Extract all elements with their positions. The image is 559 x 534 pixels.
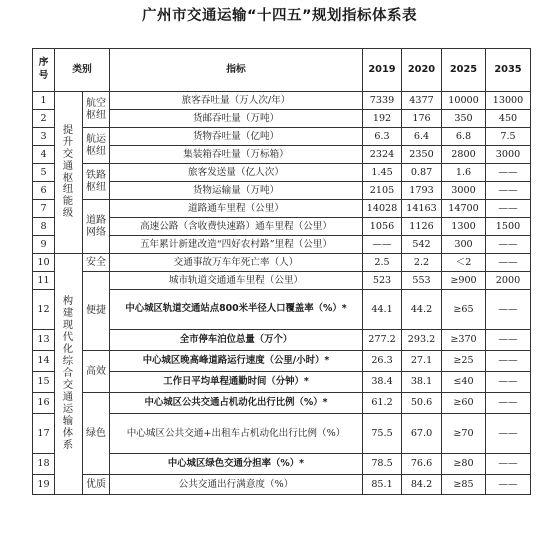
indicator-cell: 中心城区晚高峰道路运行速度（公里/小时）* [110, 351, 363, 372]
value-2035: 7.5 [486, 128, 531, 146]
indicator-cell: 中心城区公共交通占机动化出行比例（%）* [110, 393, 363, 414]
value-2019: 26.3 [363, 351, 402, 372]
value-2019: 1.45 [363, 164, 402, 182]
table-row [33, 128, 531, 146]
indicator-cell: 中心城区轨道交通站点800米半径人口覆盖率（%）* [110, 290, 363, 330]
value-2035: —— [486, 372, 531, 393]
value-2025: 14700 [442, 200, 486, 218]
value-2020: 542 [402, 236, 442, 254]
value-2019: 85.1 [363, 475, 402, 495]
value-2020: 84.2 [402, 475, 442, 495]
header-category: 类别 [55, 49, 110, 92]
header-2035: 2035 [486, 49, 531, 92]
row-no: 11 [33, 272, 55, 290]
value-2020: 50.6 [402, 393, 442, 414]
value-2020: 2.2 [402, 254, 442, 272]
value-2020: 14163 [402, 200, 442, 218]
indicator-cell: 全市停车泊位总量（万个） [110, 330, 363, 351]
row-no: 17 [33, 414, 55, 454]
value-2019: 277.2 [363, 330, 402, 351]
subcategory-safety: 安全 [83, 254, 110, 272]
value-2035: —— [486, 330, 531, 351]
table-row [33, 200, 531, 218]
value-2025: 3000 [442, 182, 486, 200]
value-2025: ≥900 [442, 272, 486, 290]
value-2035: 1500 [486, 218, 531, 236]
value-2025: ≥370 [442, 330, 486, 351]
value-2035: 450 [486, 110, 531, 128]
value-2035: —— [486, 454, 531, 475]
row-no: 1 [33, 92, 55, 110]
value-2025: ≤40 [442, 372, 486, 393]
category-hub-capacity: 提升交通枢纽能级 [55, 92, 83, 254]
row-no: 12 [33, 290, 55, 330]
value-2019: 38.4 [363, 372, 402, 393]
indicator-cell: 货邮吞吐量（万吨） [110, 110, 363, 128]
header-2019: 2019 [363, 49, 402, 92]
value-2019: 523 [363, 272, 402, 290]
indicator-table [32, 48, 531, 495]
value-2035: —— [486, 414, 531, 454]
value-2020: 38.1 [402, 372, 442, 393]
table-row [33, 164, 531, 182]
subcategory-road: 道路网络 [83, 200, 110, 254]
value-2025: ≥80 [442, 454, 486, 475]
indicator-cell: 交通事故万车年死亡率（人） [110, 254, 363, 272]
value-2020: 6.4 [402, 128, 442, 146]
value-2035: —— [486, 475, 531, 495]
row-no: 15 [33, 372, 55, 393]
header-row [33, 49, 531, 92]
value-2019: 61.2 [363, 393, 402, 414]
row-no: 6 [33, 182, 55, 200]
value-2025: 1300 [442, 218, 486, 236]
value-2019: 2324 [363, 146, 402, 164]
row-no: 4 [33, 146, 55, 164]
value-2019: 75.5 [363, 414, 402, 454]
indicator-cell: 中心城区绿色交通分担率（%）* [110, 454, 363, 475]
value-2020: 27.1 [402, 351, 442, 372]
value-2025: 10000 [442, 92, 486, 110]
row-no: 3 [33, 128, 55, 146]
value-2020: 44.2 [402, 290, 442, 330]
value-2025: ≥65 [442, 290, 486, 330]
header-no: 序号 [33, 49, 55, 92]
value-2025: 1.6 [442, 164, 486, 182]
row-no: 7 [33, 200, 55, 218]
value-2020: 2350 [402, 146, 442, 164]
table-row [33, 272, 531, 290]
row-no: 19 [33, 475, 55, 495]
value-2020: 0.87 [402, 164, 442, 182]
indicator-cell: 货物吞吐量（亿吨） [110, 128, 363, 146]
value-2020: 4377 [402, 92, 442, 110]
page-title: 广州市交通运输“十四五”规划指标体系表 [141, 8, 418, 24]
value-2025: ≥85 [442, 475, 486, 495]
value-2025: 6.8 [442, 128, 486, 146]
value-2025: ≥70 [442, 414, 486, 454]
value-2035: 3000 [486, 146, 531, 164]
value-2035: —— [486, 236, 531, 254]
row-no: 10 [33, 254, 55, 272]
value-2020: 553 [402, 272, 442, 290]
value-2020: 176 [402, 110, 442, 128]
table-row [33, 351, 531, 372]
value-2019: 78.5 [363, 454, 402, 475]
value-2035: —— [486, 164, 531, 182]
row-no: 13 [33, 330, 55, 351]
header-2020: 2020 [402, 49, 442, 92]
value-2020: 1793 [402, 182, 442, 200]
header-2025: 2025 [442, 49, 486, 92]
value-2035: —— [486, 290, 531, 330]
table-row [33, 475, 531, 495]
value-2025: ≥60 [442, 393, 486, 414]
value-2020: 76.6 [402, 454, 442, 475]
row-no: 9 [33, 236, 55, 254]
row-no: 14 [33, 351, 55, 372]
value-2035: —— [486, 200, 531, 218]
row-no: 16 [33, 393, 55, 414]
value-2019: 44.1 [363, 290, 402, 330]
subcategory-convenience: 便捷 [83, 272, 110, 351]
value-2035: 13000 [486, 92, 531, 110]
indicator-cell: 工作日平均单程通勤时间（分钟）* [110, 372, 363, 393]
indicator-cell: 旅客发送量（亿人次） [110, 164, 363, 182]
table-row [33, 92, 531, 110]
indicator-cell: 旅客吞吐量（万人次/年） [110, 92, 363, 110]
value-2019: 2.5 [363, 254, 402, 272]
value-2019: 192 [363, 110, 402, 128]
value-2025: 2800 [442, 146, 486, 164]
value-2020: 67.0 [402, 414, 442, 454]
indicator-cell: 五年累计新建改造“四好农村路”里程（公里） [110, 236, 363, 254]
subcategory-efficiency: 高效 [83, 351, 110, 393]
indicator-cell: 公共交通出行满意度（%） [110, 475, 363, 495]
subcategory-shipping: 航运枢纽 [83, 128, 110, 164]
row-no: 5 [33, 164, 55, 182]
indicator-cell: 集装箱吞吐量（万标箱） [110, 146, 363, 164]
subcategory-railway: 铁路枢纽 [83, 164, 110, 200]
value-2035: —— [486, 254, 531, 272]
indicator-cell: 中心城区公共交通+出租车占机动化出行比例（%） [110, 414, 363, 454]
value-2019: 2105 [363, 182, 402, 200]
indicator-cell: 高速公路（含收费快速路）通车里程（公里） [110, 218, 363, 236]
subcategory-aviation: 航空枢纽 [83, 92, 110, 128]
value-2020: 1126 [402, 218, 442, 236]
table-row [33, 393, 531, 414]
indicator-cell: 城市轨道交通通车里程（公里） [110, 272, 363, 290]
subcategory-green: 绿色 [83, 393, 110, 475]
subcategory-quality: 优质 [83, 475, 110, 495]
indicator-cell: 道路通车里程（公里） [110, 200, 363, 218]
row-no: 8 [33, 218, 55, 236]
value-2019: 1056 [363, 218, 402, 236]
category-modern-transport-system: 构建现代化综合交通运输体系 [55, 254, 83, 495]
value-2019: —— [363, 236, 402, 254]
value-2025: ＜2 [442, 254, 486, 272]
table-row [33, 254, 531, 272]
value-2020: 293.2 [402, 330, 442, 351]
value-2025: 300 [442, 236, 486, 254]
value-2019: 6.3 [363, 128, 402, 146]
value-2035: —— [486, 393, 531, 414]
value-2025: 350 [442, 110, 486, 128]
value-2035: 2000 [486, 272, 531, 290]
row-no: 2 [33, 110, 55, 128]
value-2019: 7339 [363, 92, 402, 110]
row-no: 18 [33, 454, 55, 475]
value-2019: 14028 [363, 200, 402, 218]
indicator-cell: 货物运输量（万吨） [110, 182, 363, 200]
value-2035: —— [486, 351, 531, 372]
value-2025: ≥25 [442, 351, 486, 372]
header-indicator: 指标 [110, 49, 363, 92]
value-2035: —— [486, 182, 531, 200]
